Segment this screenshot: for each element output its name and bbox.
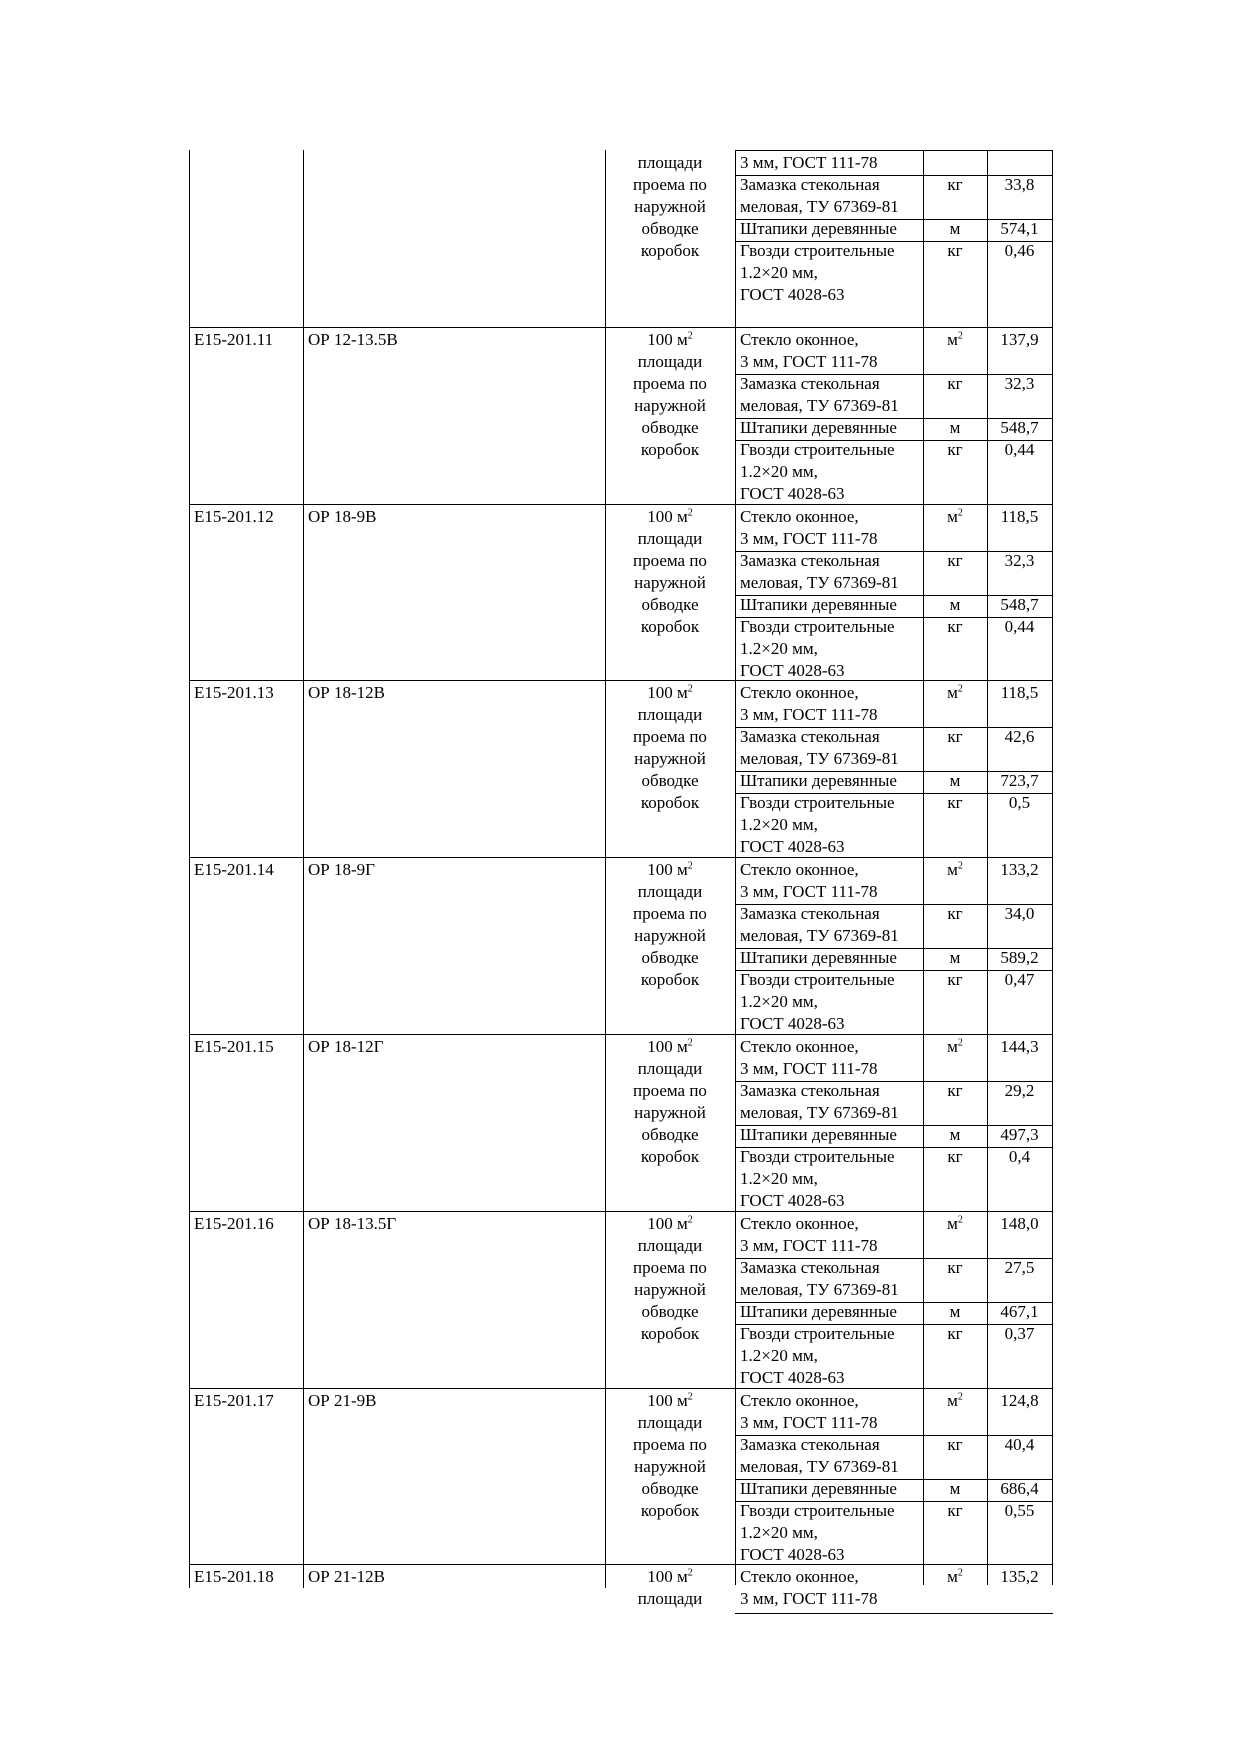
material-name: Замазка стекольная — [740, 374, 880, 393]
material-unit: кг — [947, 1324, 963, 1343]
material-value: 0,37 — [1004, 1324, 1035, 1343]
norm-code: Е15-201.13 — [194, 683, 274, 702]
material-name: ГОСТ 4028-63 — [740, 1014, 845, 1033]
material-unit: кг — [947, 904, 963, 923]
material-name: 3 мм, ГОСТ 111-78 — [740, 1413, 878, 1432]
col-border — [189, 150, 190, 1588]
norm-unit-text: коробок — [640, 1324, 700, 1343]
material-name: 3 мм, ГОСТ 111-78 — [740, 882, 878, 901]
material-value: 118,5 — [1000, 683, 1039, 702]
norm-unit-text: наружной — [634, 1280, 706, 1299]
material-name: 3 мм, ГОСТ 111-78 — [740, 1589, 878, 1608]
material-unit: $м^2$ — [947, 1214, 963, 1233]
material-name: ГОСТ 4028-63 — [740, 837, 845, 856]
material-name: Стекло оконное, — [740, 1214, 859, 1233]
norm-unit-text: обводке — [641, 418, 699, 437]
material-name: ГОСТ 4028-63 — [740, 1368, 845, 1387]
material-unit: м — [949, 219, 961, 238]
material-unit: $м^2$ — [947, 860, 963, 879]
material-unit: кг — [947, 551, 963, 570]
window-type: ОР 12-13.5В — [308, 330, 398, 349]
norm-unit-text: наружной — [634, 1103, 706, 1122]
material-value: 723,7 — [1000, 771, 1039, 790]
material-value: 42,6 — [1004, 727, 1035, 746]
material-name: меловая, ТУ 67369-81 — [740, 197, 899, 216]
material-name: 1.2×20 мм, — [740, 1346, 818, 1365]
material-name: меловая, ТУ 67369-81 — [740, 396, 899, 415]
material-unit: м — [949, 1302, 961, 1321]
norm-unit-text: коробок — [640, 1501, 700, 1520]
window-type: ОР 18-13.5Г — [308, 1214, 397, 1233]
material-name: 3 мм, ГОСТ 111-78 — [740, 705, 878, 724]
material-unit: кг — [947, 1435, 963, 1454]
material-name: Стекло оконное, — [740, 330, 859, 349]
norm-code: Е15-201.15 — [194, 1037, 274, 1056]
material-name: Гвозди строительные — [740, 241, 895, 260]
norm-unit-text: проема по — [633, 727, 707, 746]
col-border — [735, 150, 736, 1585]
material-name: 1.2×20 мм, — [740, 1523, 818, 1542]
material-value: 40,4 — [1004, 1435, 1035, 1454]
material-unit: кг — [947, 374, 963, 393]
material-unit: м — [949, 1125, 961, 1144]
material-value: 34,0 — [1004, 904, 1035, 923]
norm-unit-text: площади — [637, 1413, 703, 1432]
material-value: 0,5 — [1008, 793, 1031, 812]
norm-unit-text: 100 $м^2$ — [647, 1214, 693, 1233]
material-value: 548,7 — [1000, 595, 1039, 614]
material-value: 29,2 — [1004, 1081, 1035, 1100]
material-value: 548,7 — [1000, 418, 1039, 437]
row-divider — [189, 327, 1053, 328]
material-unit: кг — [947, 440, 963, 459]
material-unit: $м^2$ — [947, 330, 963, 349]
material-value: 497,3 — [1000, 1125, 1039, 1144]
material-value: 33,8 — [1004, 175, 1035, 194]
material-name: Стекло оконное, — [740, 1567, 859, 1586]
norm-unit-text: коробок — [640, 1147, 700, 1166]
material-unit: $м^2$ — [947, 1567, 963, 1586]
norm-unit-text: проема по — [633, 175, 707, 194]
material-name: Штапики деревянные — [740, 948, 897, 967]
row-divider — [189, 1211, 1053, 1212]
material-value: 0,4 — [1008, 1147, 1031, 1166]
norm-unit-text: обводке — [641, 595, 699, 614]
norm-unit-text: площади — [637, 352, 703, 371]
norm-unit-text: обводке — [641, 1302, 699, 1321]
material-name: Гвозди строительные — [740, 793, 895, 812]
material-name: Штапики деревянные — [740, 418, 897, 437]
material-name: 3 мм, ГОСТ 111-78 — [740, 1059, 878, 1078]
material-name: Замазка стекольная — [740, 1258, 880, 1277]
norm-code: Е15-201.17 — [194, 1391, 274, 1410]
norm-unit-text: площади — [637, 705, 703, 724]
material-value: 144,3 — [1000, 1037, 1039, 1056]
material-value: 686,4 — [1000, 1479, 1039, 1498]
material-name: Штапики деревянные — [740, 219, 897, 238]
norm-unit-text: обводке — [641, 1125, 699, 1144]
material-value: 574,1 — [1000, 219, 1039, 238]
material-unit: $м^2$ — [947, 1037, 963, 1056]
norm-unit-text: обводке — [641, 219, 699, 238]
norm-unit-text: наружной — [634, 926, 706, 945]
row-divider — [189, 504, 1053, 505]
material-value: 0,44 — [1004, 617, 1035, 636]
top-border — [735, 150, 1053, 151]
material-unit: кг — [947, 1147, 963, 1166]
norm-unit-text: площади — [637, 1059, 703, 1078]
norm-unit-text: 100 $м^2$ — [647, 1037, 693, 1056]
material-unit: кг — [947, 617, 963, 636]
norm-unit-text: коробок — [640, 617, 700, 636]
row-divider — [189, 1034, 1053, 1035]
norm-unit-text: площади — [637, 1236, 703, 1255]
material-name: Штапики деревянные — [740, 1479, 897, 1498]
material-name: меловая, ТУ 67369-81 — [740, 1457, 899, 1476]
material-name: 1.2×20 мм, — [740, 1169, 818, 1188]
norm-code: Е15-201.16 — [194, 1214, 274, 1233]
material-name: Гвозди строительные — [740, 617, 895, 636]
material-unit: кг — [947, 793, 963, 812]
norm-unit-text: коробок — [640, 241, 700, 260]
norm-unit-text: обводке — [641, 948, 699, 967]
norm-unit-text: коробок — [640, 793, 700, 812]
material-unit: $м^2$ — [947, 1391, 963, 1410]
norm-unit-text: наружной — [634, 573, 706, 592]
row-divider — [189, 857, 1053, 858]
material-name: Штапики деревянные — [740, 771, 897, 790]
material-name: Штапики деревянные — [740, 1125, 897, 1144]
window-type: ОР 18-12Г — [308, 1037, 384, 1056]
col-border — [1052, 150, 1053, 1585]
norm-unit-text: 100 $м^2$ — [647, 683, 693, 702]
material-name: Стекло оконное, — [740, 1037, 859, 1056]
norm-unit-text: проема по — [633, 1081, 707, 1100]
material-name: ГОСТ 4028-63 — [740, 285, 845, 304]
material-value: 27,5 — [1004, 1258, 1035, 1277]
norm-unit-text: проема по — [633, 551, 707, 570]
material-name: Замазка стекольная — [740, 1081, 880, 1100]
norm-unit-text: наружной — [634, 396, 706, 415]
norm-unit-text: проема по — [633, 1435, 707, 1454]
norm-unit-text: площади — [637, 882, 703, 901]
norm-unit-text: проема по — [633, 374, 707, 393]
material-name: ГОСТ 4028-63 — [740, 1545, 845, 1564]
window-type: ОР 21-12В — [308, 1567, 385, 1586]
material-value: 32,3 — [1004, 551, 1035, 570]
norm-code: Е15-201.14 — [194, 860, 274, 879]
material-value: 124,8 — [1000, 1391, 1039, 1410]
material-value: 467,1 — [1000, 1302, 1039, 1321]
material-name: меловая, ТУ 67369-81 — [740, 749, 899, 768]
material-value: 32,3 — [1004, 374, 1035, 393]
material-name: Замазка стекольная — [740, 904, 880, 923]
material-value: 0,55 — [1004, 1501, 1035, 1520]
window-type: ОР 18-9Г — [308, 860, 375, 879]
material-name: меловая, ТУ 67369-81 — [740, 1280, 899, 1299]
material-name: Гвозди строительные — [740, 1147, 895, 1166]
material-unit: кг — [947, 241, 963, 260]
norm-code: Е15-201.11 — [194, 330, 274, 349]
material-value: 0,46 — [1004, 241, 1035, 260]
material-unit: кг — [947, 175, 963, 194]
norm-code: Е15-201.12 — [194, 507, 274, 526]
material-value: 133,2 — [1000, 860, 1039, 879]
row-divider — [189, 1388, 1053, 1389]
material-value: 135,2 — [1000, 1567, 1039, 1586]
material-name: 3 мм, ГОСТ 111-78 — [740, 352, 878, 371]
material-unit: кг — [947, 727, 963, 746]
material-name: Гвозди строительные — [740, 1324, 895, 1343]
norm-unit-text: площади — [637, 529, 703, 548]
norm-unit-text: 100 $м^2$ — [647, 1567, 693, 1586]
material-name: Стекло оконное, — [740, 860, 859, 879]
norm-unit-text: обводке — [641, 771, 699, 790]
material-value: 0,44 — [1004, 440, 1035, 459]
material-unit: м — [949, 771, 961, 790]
norm-unit-text: коробок — [640, 440, 700, 459]
norm-unit-text: обводке — [641, 1479, 699, 1498]
material-name: 1.2×20 мм, — [740, 462, 818, 481]
material-name: Замазка стекольная — [740, 551, 880, 570]
material-name: Штапики деревянные — [740, 1302, 897, 1321]
material-unit: $м^2$ — [947, 507, 963, 526]
material-name: 3 мм, ГОСТ 111-78 — [740, 529, 878, 548]
material-name: меловая, ТУ 67369-81 — [740, 926, 899, 945]
norm-unit-text: площади — [637, 1589, 703, 1608]
norm-unit-text: площади — [637, 153, 703, 172]
material-value: 137,9 — [1000, 330, 1039, 349]
material-unit: м — [949, 1479, 961, 1498]
window-type: ОР 18-12В — [308, 683, 385, 702]
material-name: Гвозди строительные — [740, 1501, 895, 1520]
col-border — [303, 150, 304, 1588]
material-unit: $м^2$ — [947, 683, 963, 702]
norm-unit-text: проема по — [633, 1258, 707, 1277]
material-name: Штапики деревянные — [740, 595, 897, 614]
norm-unit-text: коробок — [640, 970, 700, 989]
material-unit: кг — [947, 1081, 963, 1100]
material-name: меловая, ТУ 67369-81 — [740, 1103, 899, 1122]
material-unit: кг — [947, 970, 963, 989]
material-value: 148,0 — [1000, 1214, 1039, 1233]
material-unit: м — [949, 418, 961, 437]
material-unit: кг — [947, 1501, 963, 1520]
material-name: 3 мм, ГОСТ 111-78 — [740, 1236, 878, 1255]
material-name: 3 мм, ГОСТ 111-78 — [740, 153, 878, 172]
material-name: 1.2×20 мм, — [740, 992, 818, 1011]
norm-unit-text: наружной — [634, 197, 706, 216]
material-name: Стекло оконное, — [740, 507, 859, 526]
norm-unit-text: 100 $м^2$ — [647, 330, 693, 349]
material-name: меловая, ТУ 67369-81 — [740, 573, 899, 592]
material-name: Стекло оконное, — [740, 683, 859, 702]
norm-unit-text: 100 $м^2$ — [647, 1391, 693, 1410]
material-name: ГОСТ 4028-63 — [740, 484, 845, 503]
material-name: 1.2×20 мм, — [740, 815, 818, 834]
norm-unit-text: проема по — [633, 904, 707, 923]
material-name: Замазка стекольная — [740, 175, 880, 194]
norm-unit-text: 100 $м^2$ — [647, 860, 693, 879]
material-name: Гвозди строительные — [740, 970, 895, 989]
window-type: ОР 18-9В — [308, 507, 377, 526]
material-unit: кг — [947, 1258, 963, 1277]
material-name: Замазка стекольная — [740, 727, 880, 746]
window-type: ОР 21-9В — [308, 1391, 377, 1410]
material-value: 118,5 — [1000, 507, 1039, 526]
material-name: Стекло оконное, — [740, 1391, 859, 1410]
material-name: 1.2×20 мм, — [740, 639, 818, 658]
material-name: ГОСТ 4028-63 — [740, 1191, 845, 1210]
material-value: 0,47 — [1004, 970, 1035, 989]
norm-unit-text: 100 $м^2$ — [647, 507, 693, 526]
norm-code: Е15-201.18 — [194, 1567, 274, 1586]
material-name: 1.2×20 мм, — [740, 263, 818, 282]
material-name: ГОСТ 4028-63 — [740, 661, 845, 680]
norm-unit-text: наружной — [634, 749, 706, 768]
row-divider — [189, 1564, 1053, 1565]
norm-unit-text: наружной — [634, 1457, 706, 1476]
row-divider — [189, 680, 1053, 681]
material-value: 589,2 — [1000, 948, 1039, 967]
material-name: Замазка стекольная — [740, 1435, 880, 1454]
material-name: Гвозди строительные — [740, 440, 895, 459]
material-unit: м — [949, 595, 961, 614]
bottom-border — [735, 1613, 1053, 1614]
material-unit: м — [949, 948, 961, 967]
